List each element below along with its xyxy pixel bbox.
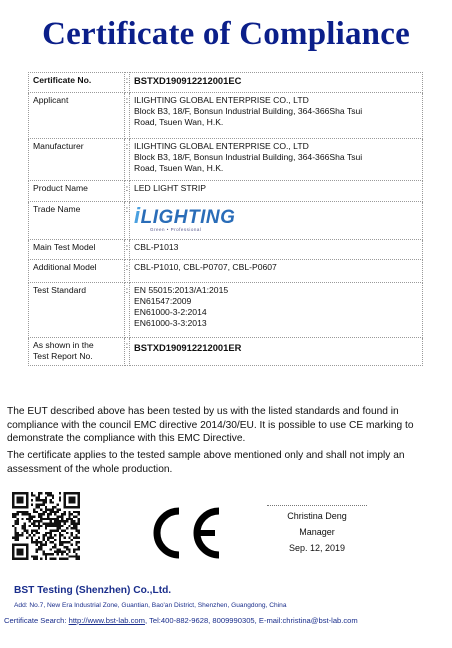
signer-name: Christina Deng	[287, 511, 347, 521]
search-link[interactable]: http://www.bst-lab.com	[68, 616, 145, 625]
report-label-line-1: As shown in the	[33, 340, 94, 350]
report-label-line-2: Test Report No.	[33, 351, 93, 361]
signature-date: Sep. 12, 2019	[288, 543, 346, 553]
footer-company: BST Testing (Shenzhen) Co.,Ltd.	[14, 585, 172, 596]
applicant-value	[130, 93, 423, 139]
separator: :	[125, 338, 130, 366]
cert-no-label: Certificate No.	[29, 73, 125, 93]
main-test-model-label: Main Test Model	[29, 240, 125, 260]
test-standard-value	[130, 283, 423, 338]
table-row	[29, 73, 423, 93]
standard-line: EN61000-3-3:2013	[134, 318, 207, 328]
table-row	[29, 93, 423, 139]
manufacturer-value	[130, 139, 423, 181]
signature-line	[267, 505, 367, 506]
logo-text: LIGHTING	[140, 207, 236, 228]
standard-line: EN 55015:2013/A1:2015	[134, 285, 229, 295]
table-row	[29, 283, 423, 338]
statement-paragraph-1: The EUT described above has been tested by us with the listed standards and found in compliance with the council EMC directive 2014/30/EU. It is possible to use CE marking to demonstrate the compliance with this EMC Directive.	[7, 406, 414, 445]
statement-paragraph-2: The certificate applies to the tested sample above mentioned only and shall not imply an assessment of the whole production.	[7, 450, 405, 475]
report-no-label	[29, 338, 125, 366]
footer-email[interactable]: E-mail:christina@bst-lab.com	[258, 616, 358, 625]
table-row	[29, 338, 423, 366]
manufacturer-label: Manufacturer	[29, 139, 125, 181]
applicant-address-1: Block B3, 18/F, Bonsun Industrial Building, 364-366Sha Tsui	[134, 106, 363, 116]
test-standard-label: Test Standard	[29, 283, 125, 338]
signer-role: Manager	[299, 527, 335, 537]
applicant-name: ILIGHTING GLOBAL ENTERPRISE CO., LTD	[134, 95, 309, 105]
cert-no-value: BSTXD190912212001EC	[130, 73, 423, 93]
product-name-value: LED LIGHT STRIP	[130, 181, 423, 202]
separator: :	[125, 73, 130, 93]
table-row	[29, 260, 423, 283]
applicant-label: Applicant	[29, 93, 125, 139]
qr-code-icon	[12, 492, 80, 560]
table-row	[29, 139, 423, 181]
separator: :	[125, 240, 130, 260]
standard-line: EN61000-3-2:2014	[134, 307, 207, 317]
table-row	[29, 202, 423, 240]
footer-contact: Certificate Search: http://www.bst-lab.com, Tel:400-882-9628, 8009990305, E-mail:christina@bst-lab.com	[4, 616, 358, 625]
footer-tel: Tel:400-882-9628, 8009990305,	[149, 616, 257, 625]
signature-block	[262, 505, 372, 556]
trade-name-label: Trade Name	[29, 202, 125, 240]
ce-mark-icon	[145, 505, 223, 561]
separator: :	[125, 139, 130, 181]
footer-address: Add: No.7, New Era Industrial Zone, Guantian, Bao'an District, Shenzhen, Guangdong, China	[14, 602, 287, 609]
separator: :	[125, 260, 130, 283]
logo-tagline: Green • Professional	[150, 227, 202, 232]
report-no-value: BSTXD190912212001ER	[130, 338, 423, 366]
certificate-table	[28, 72, 423, 366]
manufacturer-address-2: Road, Tsuen Wan, H.K.	[134, 163, 224, 173]
table-row	[29, 181, 423, 202]
ilighting-logo	[134, 203, 236, 233]
separator: :	[125, 93, 130, 139]
separator: :	[125, 181, 130, 202]
table-row	[29, 240, 423, 260]
manufacturer-address-1: Block B3, 18/F, Bonsun Industrial Building, 364-366Sha Tsui	[134, 152, 363, 162]
main-test-model-value: CBL-P1013	[130, 240, 423, 260]
search-label: Certificate Search:	[4, 616, 67, 625]
logo-i: i	[134, 203, 141, 228]
applicant-address-2: Road, Tsuen Wan, H.K.	[134, 117, 224, 127]
manufacturer-name: ILIGHTING GLOBAL ENTERPRISE CO., LTD	[134, 141, 309, 151]
separator: :	[125, 283, 130, 338]
additional-model-label: Additional Model	[29, 260, 125, 283]
product-name-label: Product Name	[29, 181, 125, 202]
separator: :	[125, 202, 130, 240]
standard-line: EN61547:2009	[134, 296, 192, 306]
additional-model-value: CBL-P1010, CBL-P0707, CBL-P0607	[130, 260, 423, 283]
page-title: Certificate of Compliance	[42, 16, 410, 52]
trade-name-value	[130, 202, 423, 240]
